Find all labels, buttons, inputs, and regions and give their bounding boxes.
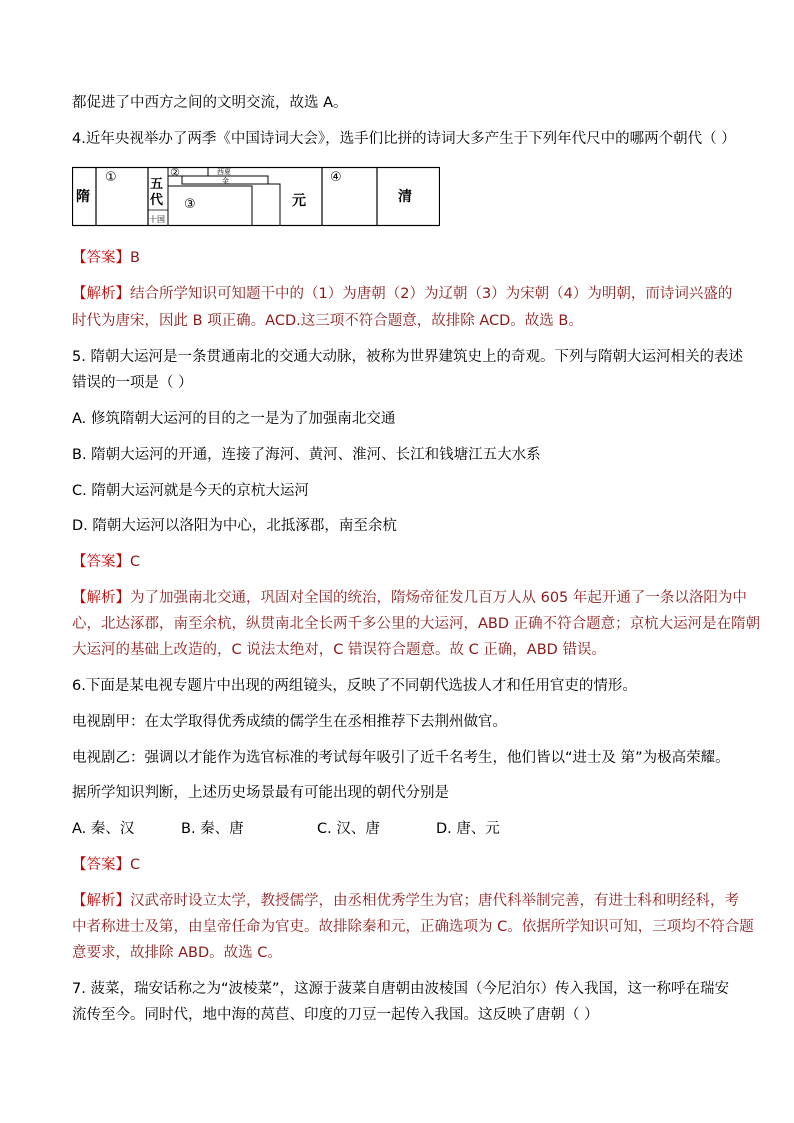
label-yuan: 元 bbox=[292, 193, 306, 209]
analysis-4-line-2: 时代为唐宋，因此 B 项正确。ACD.这三项不符合题意，故排除 ACD。故选 B。 bbox=[72, 313, 583, 329]
analysis-tag: 【解析】 bbox=[72, 286, 130, 302]
answer-tag: 【答案】 bbox=[72, 250, 130, 266]
label-marker-3: ③ bbox=[184, 197, 196, 212]
analysis-6-line-2: 中者称进士及第，由皇帝任命为官吏。故排除秦和元，正确选项为 C。依据所学知识可知，三项均不符合题 bbox=[72, 919, 754, 935]
analysis-5-line-2: 心，北达涿郡，南至余杭，纵贯南北全长两千多公里的大运河，ABD 正确不符合题意；京杭大运河是在隋朝 bbox=[72, 616, 761, 632]
answer-4 bbox=[72, 248, 140, 268]
analysis-tag: 【解析】 bbox=[72, 893, 130, 909]
analysis-text: 汉武帝时设立太学，教授儒学，由丞相优秀学生为官；唐代科举制完善，有进士科和明经科，考 bbox=[130, 893, 739, 909]
answer-6 bbox=[72, 855, 140, 875]
option-5-b: B. 隋朝大运河的开通，连接了海河、黄河、淮河、长江和钱塘江五大水系 bbox=[72, 447, 541, 463]
option-6-c: C. 汉、唐 bbox=[317, 821, 380, 837]
question-6-line-3: 电视剧乙：强调以才能作为选官标准的考试每年吸引了近千名考生，他们皆以“进士及 第”为极高荣耀。 bbox=[72, 750, 730, 766]
label-marker-4: ④ bbox=[330, 170, 342, 185]
analysis-5-line-1 bbox=[72, 588, 747, 608]
analysis-6-line-1 bbox=[72, 891, 739, 911]
question-6-line-2: 电视剧甲：在太学取得优秀成绩的儒学生在丞相推荐下去荆州做官。 bbox=[72, 714, 507, 730]
question-5-line-2: 错误的一项是（ ） bbox=[72, 375, 193, 391]
text-line: 都促进了中西方之间的文明交流，故选 A。 bbox=[72, 95, 348, 111]
option-6-a: A. 秦、汉 bbox=[72, 821, 135, 837]
analysis-tag: 【解析】 bbox=[72, 590, 130, 606]
analysis-text: 为了加强南北交通，巩固对全国的统治，隋炀帝征发几百万人从 605 年起开通了一条以洛阳为中 bbox=[130, 590, 747, 606]
answer-tag: 【答案】 bbox=[72, 554, 130, 570]
question-6-line-4: 据所学知识判断，上述历史场景最有可能出现的朝代分别是 bbox=[72, 785, 449, 801]
analysis-6-line-3: 意要求，故排除 ABD。故选 C。 bbox=[72, 945, 282, 961]
option-5-a: A. 修筑隋朝大运河的目的之一是为了加强南北交通 bbox=[72, 411, 396, 427]
label-xixia: 西夏 bbox=[217, 168, 231, 176]
question-4: 4.近年央视举办了两季《中国诗词大会》，选手们比拼的诗词大多产生于下列年代尺中的哪两个朝代（ ） bbox=[72, 131, 736, 147]
label-qing: 清 bbox=[398, 189, 412, 205]
question-5-line-1: 5. 隋朝大运河是一条贯通南北的交通大动脉，被称为世界建筑史上的奇观。下列与隋朝大运河相关的表述 bbox=[72, 349, 743, 365]
answer-5 bbox=[72, 552, 140, 572]
label-sui: 隋 bbox=[76, 189, 90, 205]
option-6-d: D. 唐、元 bbox=[436, 821, 500, 837]
label-wudai-1: 五 bbox=[150, 177, 164, 192]
answer-value: C bbox=[130, 554, 141, 570]
analysis-4-line-1 bbox=[72, 284, 732, 304]
label-marker-2: ② bbox=[170, 166, 180, 179]
analysis-text: 结合所学知识可知题干中的（1）为唐朝（2）为辽朝（3）为宋朝（4）为明朝，而诗词兴盛的 bbox=[130, 286, 733, 302]
option-6-b: B. 秦、唐 bbox=[181, 821, 244, 837]
dynasty-timeline-diagram bbox=[72, 164, 440, 230]
question-6-line-1: 6.下面是某电视专题片中出现的两组镜头，反映了不同朝代选拔人才和任用官吏的情形。 bbox=[72, 678, 637, 694]
answer-tag: 【答案】 bbox=[72, 857, 130, 873]
question-7-line-1: 7. 菠菜，瑞安话称之为“波棱菜”，这源于菠菜自唐朝由波棱国（今尼泊尔）传入我国，这一称呼在瑞安 bbox=[72, 981, 729, 997]
option-5-d: D. 隋朝大运河以洛阳为中心，北抵涿郡，南至余杭 bbox=[72, 518, 397, 534]
label-wudai-2: 代 bbox=[150, 193, 164, 208]
label-marker-1: ① bbox=[105, 170, 117, 185]
analysis-5-line-3: 大运河的基础上改造的，C 说法太绝对，C 错误符合题意。故 C 正确，ABD 错误。 bbox=[72, 642, 606, 658]
answer-value: B bbox=[130, 250, 140, 266]
answer-value: C bbox=[130, 857, 141, 873]
label-jin: 金 bbox=[222, 177, 229, 185]
label-shiguo: 十国 bbox=[149, 215, 165, 224]
option-5-c: C. 隋朝大运河就是今天的京杭大运河 bbox=[72, 483, 309, 499]
question-7-line-2: 流传至今。同时代，地中海的莴苣、印度的刀豆一起传入我国。这反映了唐朝（ ） bbox=[72, 1007, 599, 1023]
